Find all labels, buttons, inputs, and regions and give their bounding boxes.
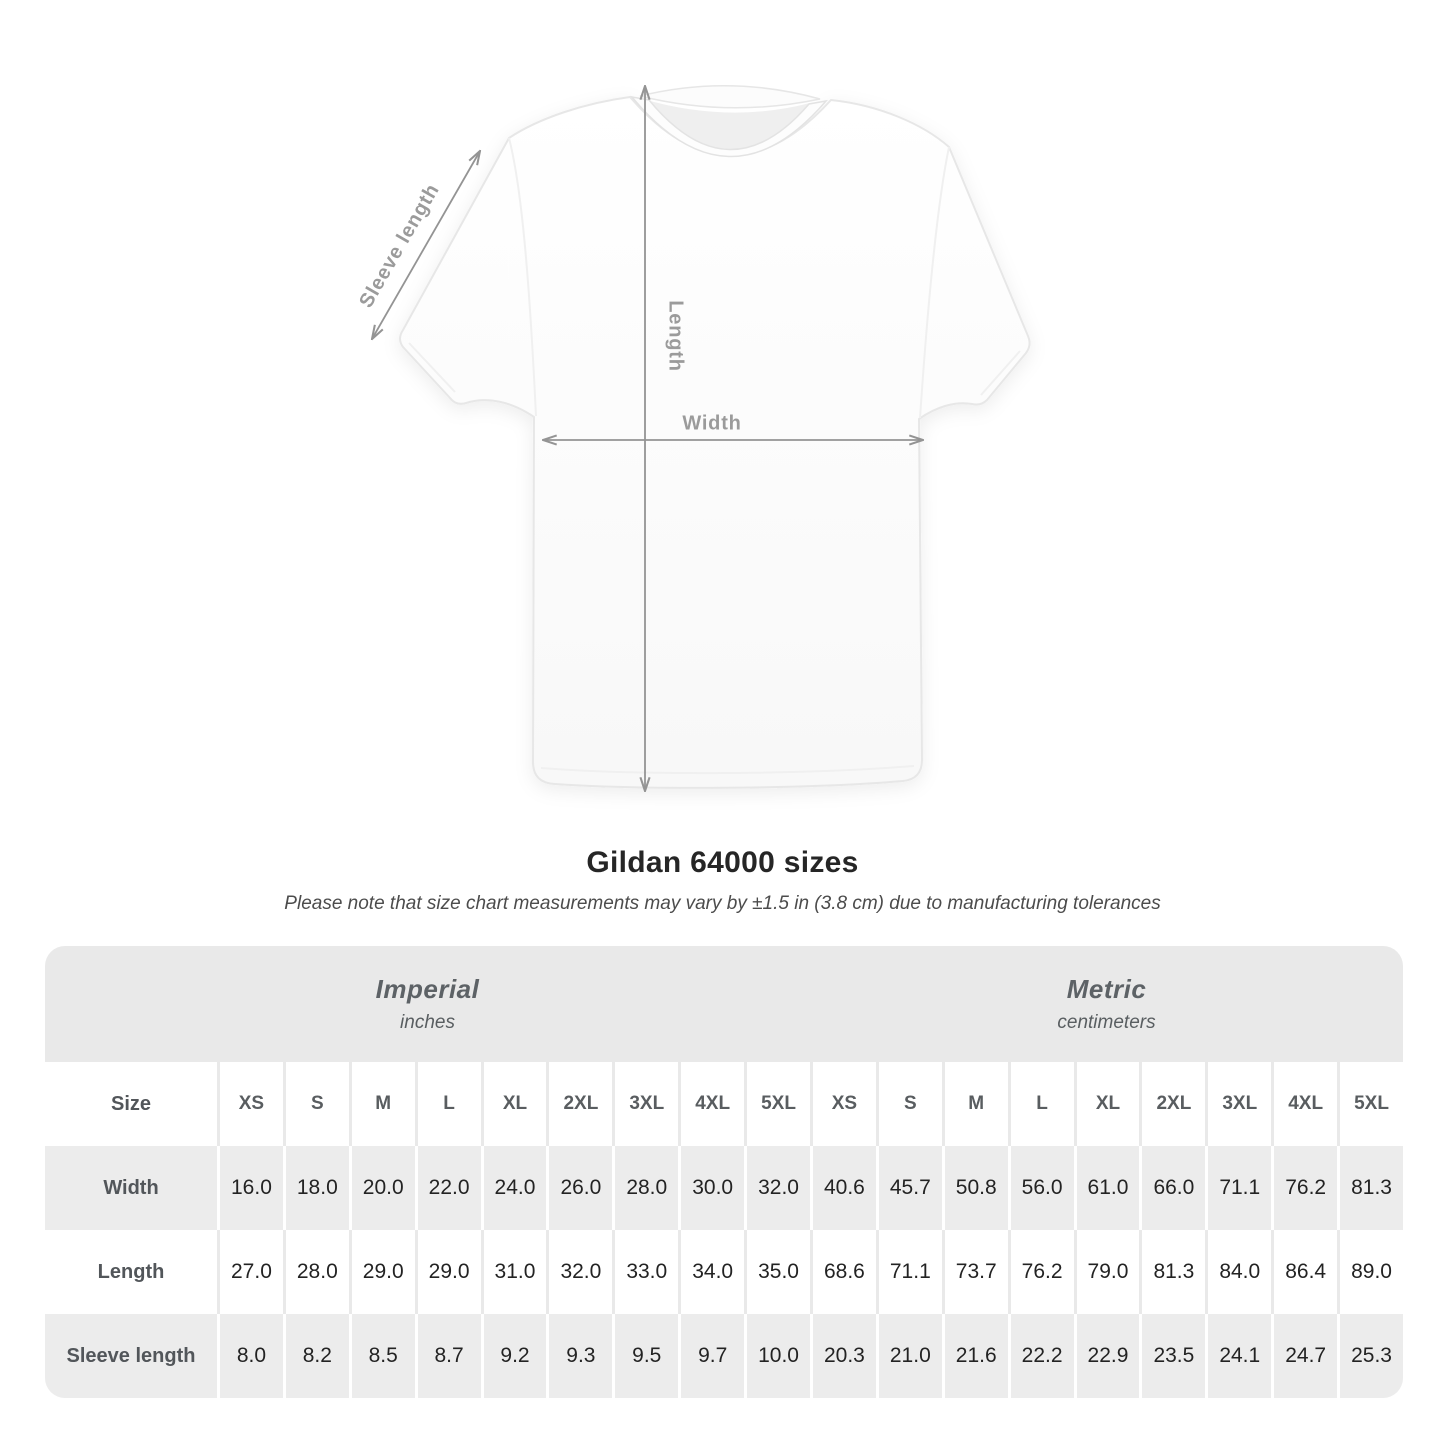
table-cell: 29.0 [349, 1230, 415, 1314]
table-cell: 66.0 [1139, 1146, 1205, 1230]
imperial-unit-label: inches [400, 1012, 455, 1033]
size-col-header: 4XL [678, 1062, 744, 1146]
size-col-header: 2XL [1139, 1062, 1205, 1146]
table-cell: 33.0 [612, 1230, 678, 1314]
tolerance-note: Please note that size chart measurements may vary by ±1.5 in (3.8 cm) due to manufacturing tolerances [284, 893, 1161, 914]
table-cell: 20.3 [810, 1314, 876, 1398]
table-cell: 76.2 [1008, 1230, 1074, 1314]
table-cell: 9.3 [546, 1314, 612, 1398]
table-cell: 16.0 [217, 1146, 283, 1230]
table-cell: 9.5 [612, 1314, 678, 1398]
width-label: Width [682, 412, 742, 435]
size-col-header: XL [1074, 1062, 1140, 1146]
table-cell: 28.0 [612, 1146, 678, 1230]
size-col-header: S [876, 1062, 942, 1146]
imperial-title: Imperial [375, 974, 480, 1004]
table-cell: 71.1 [876, 1230, 942, 1314]
row-label: Sleeve length [66, 1344, 196, 1367]
table-cell: 22.2 [1008, 1314, 1074, 1398]
table-cell: 89.0 [1337, 1230, 1403, 1314]
row-label: Width [103, 1176, 159, 1199]
table-cell: 79.0 [1074, 1230, 1140, 1314]
table-cell: 24.1 [1205, 1314, 1271, 1398]
table-cell: 23.5 [1139, 1314, 1205, 1398]
table-cell: 30.0 [678, 1146, 744, 1230]
table-cell: 76.2 [1271, 1146, 1337, 1230]
size-col-header: L [1008, 1062, 1074, 1146]
size-table [45, 946, 1403, 1398]
table-cell: 8.5 [349, 1314, 415, 1398]
row-label: Length [97, 1260, 165, 1283]
length-label: Length [664, 300, 687, 372]
size-col-header: 3XL [612, 1062, 678, 1146]
size-col-header: 2XL [546, 1062, 612, 1146]
table-cell: 50.8 [942, 1146, 1008, 1230]
table-cell: 68.6 [810, 1230, 876, 1314]
table-cell: 8.0 [217, 1314, 283, 1398]
metric-header [810, 946, 1403, 1062]
tshirt-body [400, 86, 1030, 788]
table-cell: 8.7 [415, 1314, 481, 1398]
table-cell: 34.0 [678, 1230, 744, 1314]
table-cell: 35.0 [744, 1230, 810, 1314]
table-cell: 61.0 [1074, 1146, 1140, 1230]
table-cell: 27.0 [217, 1230, 283, 1314]
table-cell: 18.0 [283, 1146, 349, 1230]
table-cell: 10.0 [744, 1314, 810, 1398]
table-cell: 22.9 [1074, 1314, 1140, 1398]
table-cell: 71.1 [1205, 1146, 1271, 1230]
metric-title: Metric [1066, 974, 1147, 1004]
table-cell: 25.3 [1337, 1314, 1403, 1398]
metric-unit-label: centimeters [1057, 1012, 1156, 1033]
table-cell: 22.0 [415, 1146, 481, 1230]
sleeve-length-label: Sleeve length [355, 179, 444, 312]
table-row-width [45, 1146, 1403, 1230]
table-cell: 56.0 [1008, 1146, 1074, 1230]
table-cell: 81.3 [1139, 1230, 1205, 1314]
table-cell: 40.6 [810, 1146, 876, 1230]
size-col-header: XS [217, 1062, 283, 1146]
table-cell: 28.0 [283, 1230, 349, 1314]
size-col-header: XL [481, 1062, 547, 1146]
table-cell: 24.0 [481, 1146, 547, 1230]
size-col-header: 3XL [1205, 1062, 1271, 1146]
table-cell: 24.7 [1271, 1314, 1337, 1398]
size-col-header: 5XL [1337, 1062, 1403, 1146]
table-cell: 21.6 [942, 1314, 1008, 1398]
unit-header-band [45, 946, 1403, 1062]
table-cell: 21.0 [876, 1314, 942, 1398]
table-cell: 26.0 [546, 1146, 612, 1230]
table-row-sleeve-length [45, 1314, 1403, 1398]
imperial-header [45, 946, 810, 1062]
size-col-header: L [415, 1062, 481, 1146]
table-cell: 9.2 [481, 1314, 547, 1398]
table-cell: 73.7 [942, 1230, 1008, 1314]
size-col-header: M [942, 1062, 1008, 1146]
table-cell: 20.0 [349, 1146, 415, 1230]
size-corner-header: Size [110, 1092, 152, 1115]
table-header-row [45, 1062, 1403, 1146]
size-col-header: 4XL [1271, 1062, 1337, 1146]
table-cell: 84.0 [1205, 1230, 1271, 1314]
size-col-header: XS [810, 1062, 876, 1146]
table-row-length [45, 1230, 1403, 1314]
table-cell: 8.2 [283, 1314, 349, 1398]
table-cell: 31.0 [481, 1230, 547, 1314]
table-cell: 29.0 [415, 1230, 481, 1314]
size-col-header: M [349, 1062, 415, 1146]
page-title: Gildan 64000 sizes [586, 846, 859, 879]
table-cell: 32.0 [546, 1230, 612, 1314]
table-cell: 86.4 [1271, 1230, 1337, 1314]
size-col-header: 5XL [744, 1062, 810, 1146]
size-col-header: S [283, 1062, 349, 1146]
table-cell: 81.3 [1337, 1146, 1403, 1230]
table-cell: 32.0 [744, 1146, 810, 1230]
table-cell: 9.7 [678, 1314, 744, 1398]
table-cell: 45.7 [876, 1146, 942, 1230]
